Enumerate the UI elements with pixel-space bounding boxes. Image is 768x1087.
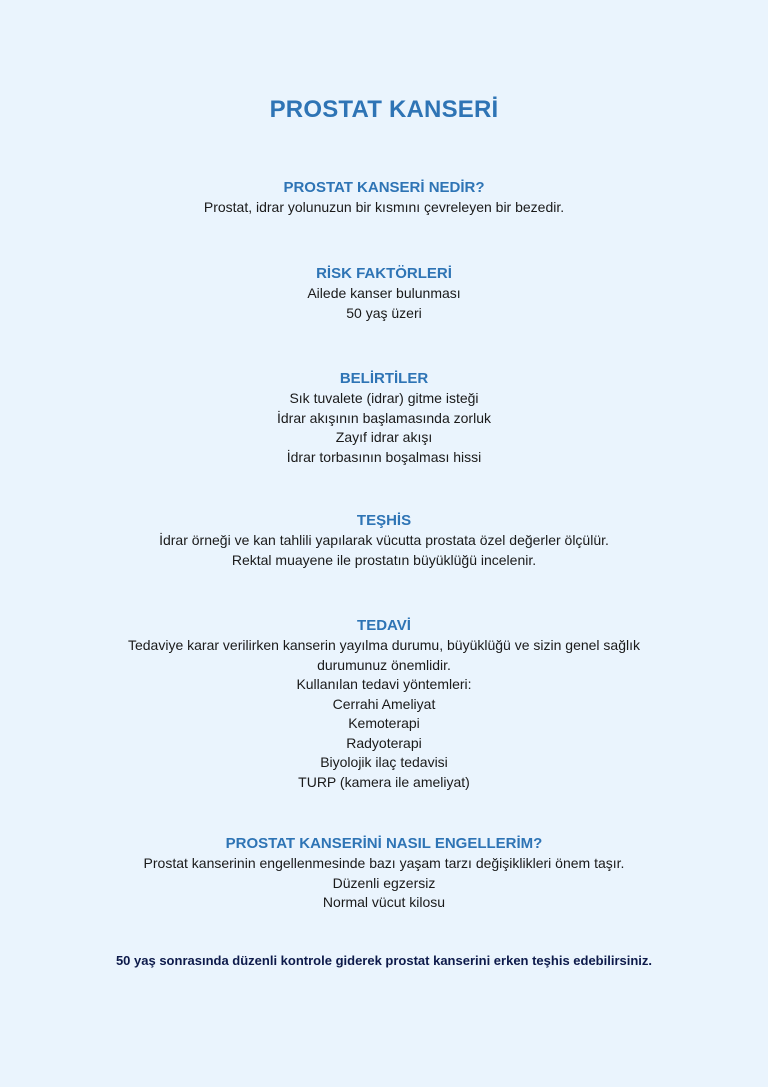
text-line: 50 yaş üzeri: [346, 304, 422, 321]
text-line: Radyoterapi: [346, 734, 422, 751]
text-paragraph: Tedaviye karar verilirken kanserin yayılma durumu, büyüklüğü ve sizin genel sağlık durumunuz önemlidir.: [127, 637, 641, 673]
section-treatment: [0, 616, 768, 792]
closing-note: 50 yaş sonrasında düzenli kontrole giderek prostat kanserini erken teşhis edebilirsiniz.: [115, 953, 653, 968]
text-line: Düzenli egzersiz: [332, 874, 436, 891]
section-what-is: [0, 178, 768, 218]
text-line: Kemoterapi: [348, 715, 420, 731]
text-line: İdrar akışının başlamasında zorluk: [277, 409, 491, 426]
section-heading: BELİRTİLER: [339, 370, 429, 387]
text-line: Normal vücut kilosu: [322, 894, 446, 910]
text-line: Sık tuvalete (idrar) gitme isteği: [289, 390, 479, 406]
page-title: PROSTAT KANSERİ: [269, 96, 499, 123]
section-heading: PROSTAT KANSERİNİ NASIL ENGELLERİM?: [225, 835, 543, 852]
text-line: İdrar torbasının boşalması hissi: [286, 448, 482, 465]
text-line: Prostat, idrar yolunuzun bir kısmını çevreleyen bir bezedir.: [203, 199, 565, 215]
text-line: Biyolojik ilaç tedavisi: [320, 754, 448, 770]
text-line: Rektal muayene ile prostatın büyüklüğü incelenir.: [231, 551, 537, 568]
section-heading: TEDAVİ: [357, 617, 411, 634]
text-line: İdrar örneği ve kan tahlili yapılarak vücutta prostata özel değerler ölçülür.: [159, 532, 609, 548]
section-risk-factors: [0, 264, 768, 323]
section-diagnosis: [0, 511, 768, 570]
section-prevention: [0, 834, 768, 913]
section-heading: RİSK FAKTÖRLERİ: [316, 265, 452, 282]
text-line: Zayıf idrar akışı: [335, 429, 433, 445]
text-line: TURP (kamera ile ameliyat): [298, 773, 470, 790]
section-symptoms: [0, 369, 768, 467]
section-heading: PROSTAT KANSERİ NEDİR?: [283, 179, 485, 196]
text-line: Prostat kanserinin engellenmesinde bazı yaşam tarzı değişiklikleri önem taşır.: [143, 855, 625, 871]
section-heading: TEŞHİS: [356, 512, 412, 529]
text-line: Kullanılan tedavi yöntemleri:: [296, 676, 472, 692]
text-line: Cerrahi Ameliyat: [332, 695, 436, 712]
text-line: Ailede kanser bulunması: [307, 285, 461, 301]
